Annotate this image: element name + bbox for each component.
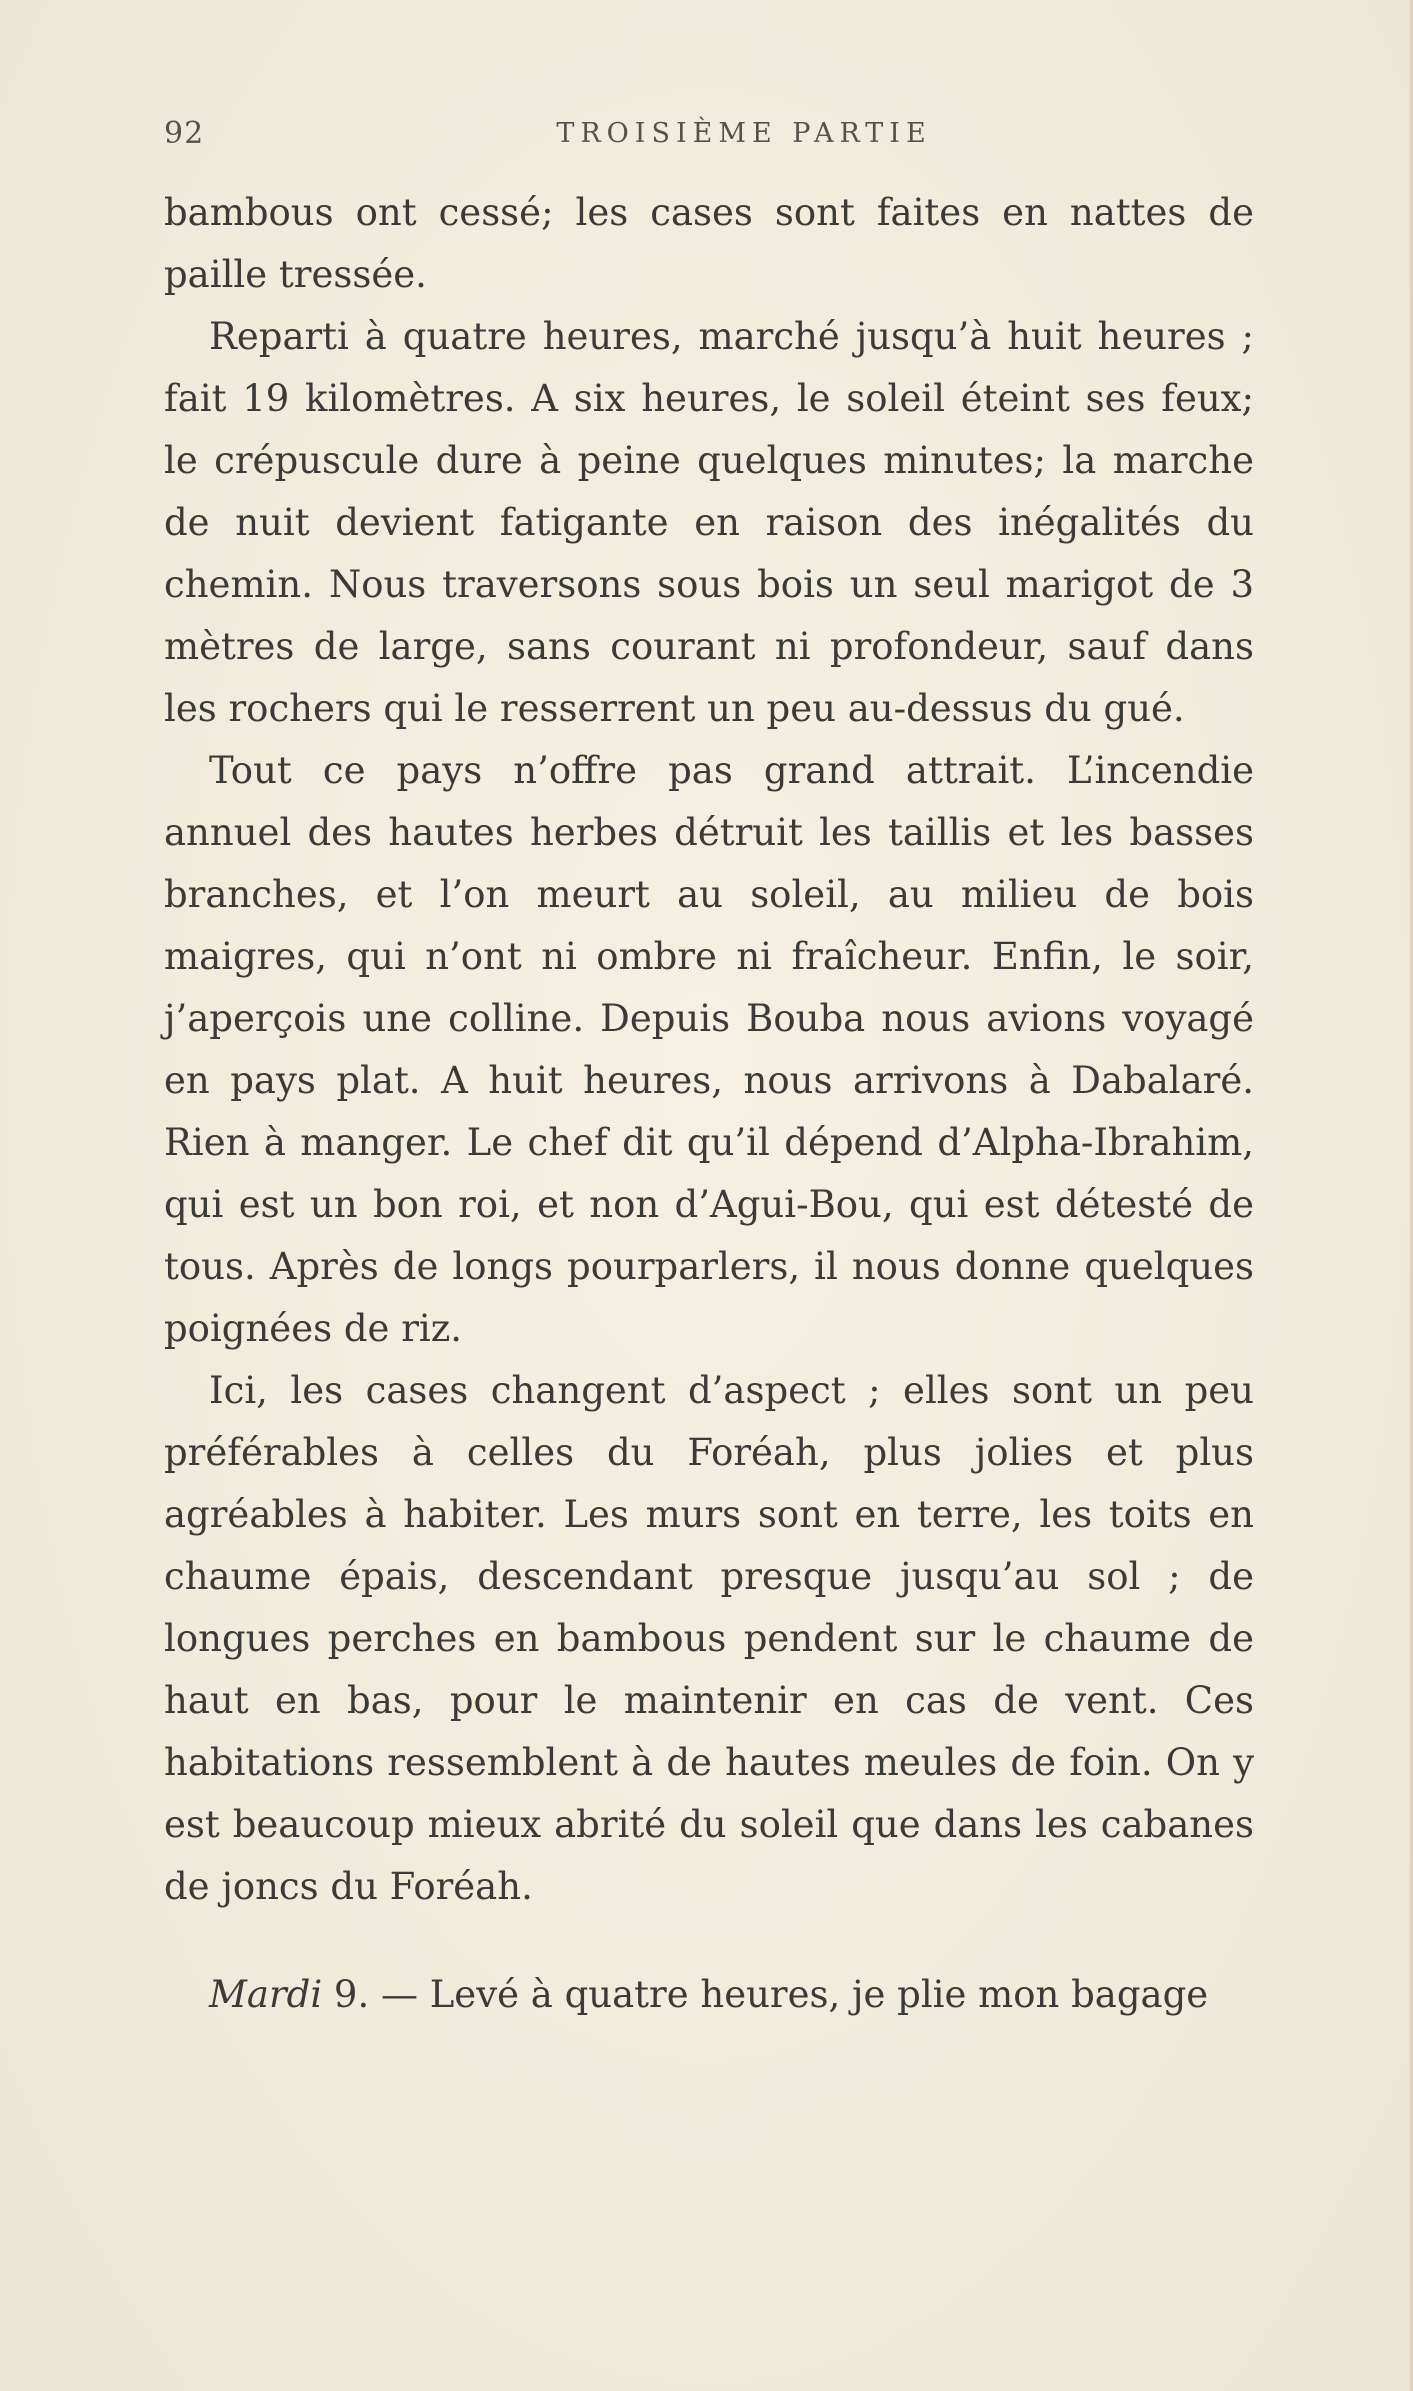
diary-text: 9. — Levé à quatre heures, je plie mon bagage — [322, 1973, 1209, 2016]
page-number: 92 — [164, 116, 205, 151]
body-text — [164, 182, 1254, 2026]
paragraph-ici-les-cases: Ici, les cases changent d’aspect ; elles sont un peu préférables à celles du Foréah, plus jolies et plus agréables à habiter. Les murs sont en terre, les toits en chaume épais, descendant presque jusqu’au sol ; de longues perches en bambous pendent sur le chaume de haut en bas, pour le maintenir en cas de vent. Ces habitations ressemblent à de hautes meules de foin. On y est beaucoup mieux abrité du soleil que dans les cabanes de joncs du Foréah. — [164, 1369, 1254, 1908]
page-header — [164, 116, 1254, 156]
diary-entry — [164, 1964, 1254, 2026]
paragraph-tout-ce-pays: Tout ce pays n’offre pas grand attrait. L’incendie annuel des hautes herbes détruit les taillis et les basses branches, et l’on meurt au soleil, au milieu de bois maigres, qui n’ont ni ombre ni fraîcheur. Enfin, le soir, j’aperçois une colline. Depuis Bouba nous avions voyagé en pays plat. A huit heures, nous arrivons à Dabalaré. Rien à manger. Le chef dit qu’il dépend d’Alpha-Ibrahim, qui est un bon roi, et non d’Agui-Bou, qui est détesté de tous. Après de longs pourparlers, il nous donne quelques poignées de riz. — [164, 749, 1254, 1350]
diary-day: Mardi — [209, 1973, 323, 2016]
paragraph-continuation: bambous ont cessé; les cases sont faites en nattes de paille tressée. — [164, 191, 1254, 296]
running-title: TROISIÈME PARTIE — [556, 118, 932, 149]
paragraph-reparti: Reparti à quatre heures, marché jusqu’à huit heures ; fait 19 kilomètres. A six heures, le soleil éteint ses feux; le crépuscule dure à peine quelques minutes; la marche de nuit devient fatigante en raison des inégalités du chemin. Nous traversons sous bois un seul marigot de 3 mètres de large, sans courant ni profondeur, sauf dans les rochers qui le resserrent un peu au-dessus du gué. — [164, 315, 1254, 730]
